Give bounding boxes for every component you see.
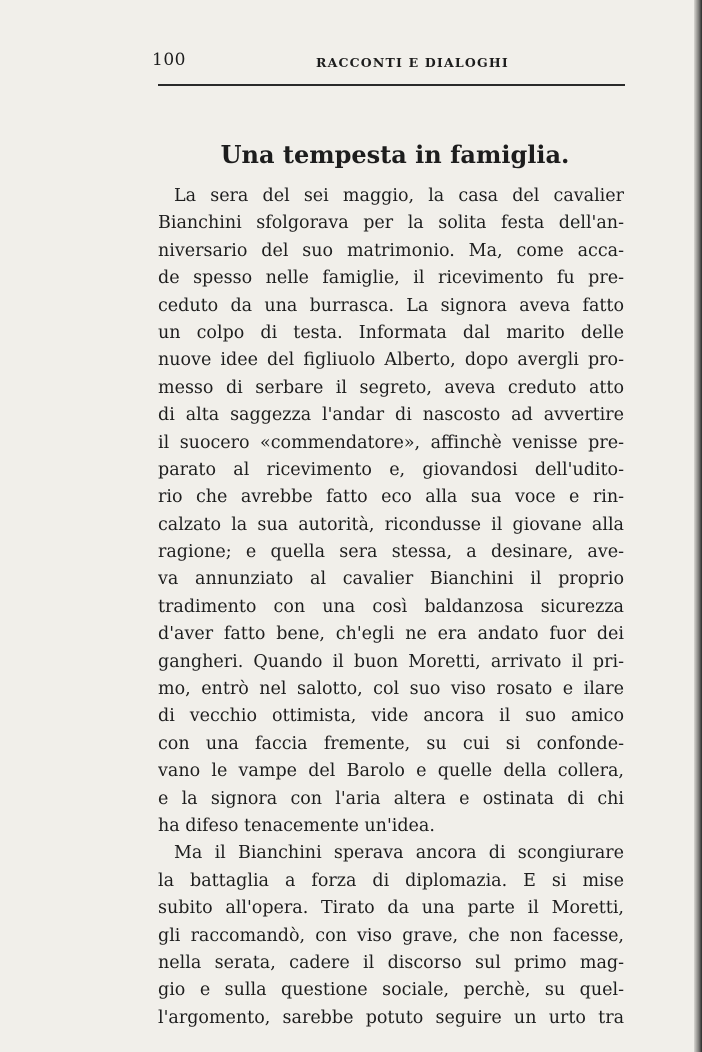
text-line: gli raccomandò, con viso grave, che non facesse, bbox=[158, 925, 624, 946]
text-line: con una faccia fremente, su cui si confonde- bbox=[158, 733, 624, 754]
text-line: messo di serbare il segreto, aveva creduto atto bbox=[158, 377, 624, 398]
text-line: Ma il Bianchini sperava ancora di scongiurare bbox=[174, 843, 624, 864]
text-line: il suocero «commendatore», affinchè venisse pre- bbox=[158, 432, 624, 453]
header-rule bbox=[158, 84, 625, 86]
chapter-title: Una tempesta in famiglia. bbox=[220, 140, 570, 169]
text-line: rio che avrebbe fatto eco alla sua voce e rin- bbox=[158, 487, 624, 508]
text-line: ha difeso tenacemente un'idea. bbox=[158, 815, 435, 836]
text-line: nuove idee del figliuolo Alberto, dopo avergli pro- bbox=[158, 350, 624, 371]
text-line: va annunziato al cavalier Bianchini il proprio bbox=[158, 569, 624, 590]
text-line: ragione; e quella sera stessa, a desinare, ave- bbox=[158, 542, 624, 563]
text-line: parato al ricevimento e, giovandosi dell'udito- bbox=[158, 459, 624, 480]
text-line: vano le vampe del Barolo e quelle della collera, bbox=[158, 761, 624, 782]
text-line: niversario del suo matrimonio. Ma, come acca- bbox=[158, 240, 624, 261]
text-line: e la signora con l'aria altera e ostinata di chi bbox=[158, 788, 624, 809]
text-line: de spesso nelle famiglie, il ricevimento fu pre- bbox=[158, 268, 624, 289]
text-line: gio e sulla questione sociale, perchè, su quel- bbox=[158, 980, 624, 1001]
text-line: gangheri. Quando il buon Moretti, arrivato il pri- bbox=[158, 651, 624, 672]
text-line: nella serata, cadere il discorso sul primo mag- bbox=[158, 952, 624, 973]
text-line: un colpo di testa. Informata dal marito delle bbox=[158, 322, 624, 343]
text-line: mo, entrò nel salotto, col suo viso rosato e ilare bbox=[158, 679, 624, 700]
text-line: d'aver fatto bene, ch'egli ne era andato fuor dei bbox=[158, 624, 624, 645]
text-line: la battaglia a forza di diplomazia. E si mise bbox=[158, 870, 624, 891]
text-line: l'argomento, sarebbe potuto seguire un urto tra bbox=[158, 1007, 624, 1028]
text-line: tradimento con una così baldanzosa sicurezza bbox=[158, 596, 624, 617]
text-line: La sera del sei maggio, la casa del cavalier bbox=[174, 186, 624, 206]
text-line: di vecchio ottimista, vide ancora il suo amico bbox=[158, 706, 624, 727]
text-line: calzato la sua autorità, ricondusse il giovane alla bbox=[158, 514, 624, 535]
text-line: ceduto da una burrasca. La signora aveva fatto bbox=[158, 295, 624, 316]
running-head: RACCONTI E DIALOGHI bbox=[316, 55, 509, 70]
body-text bbox=[158, 183, 624, 1032]
page-number: 100 bbox=[152, 50, 186, 70]
text-line: subito all'opera. Tirato da una parte il Moretti, bbox=[158, 898, 624, 919]
scan-edge-right bbox=[694, 0, 702, 1052]
text-line: di alta saggezza l'andar di nascosto ad avvertire bbox=[158, 405, 624, 426]
text-line: Bianchini sfolgorava per la solita festa dell'an- bbox=[158, 213, 624, 234]
